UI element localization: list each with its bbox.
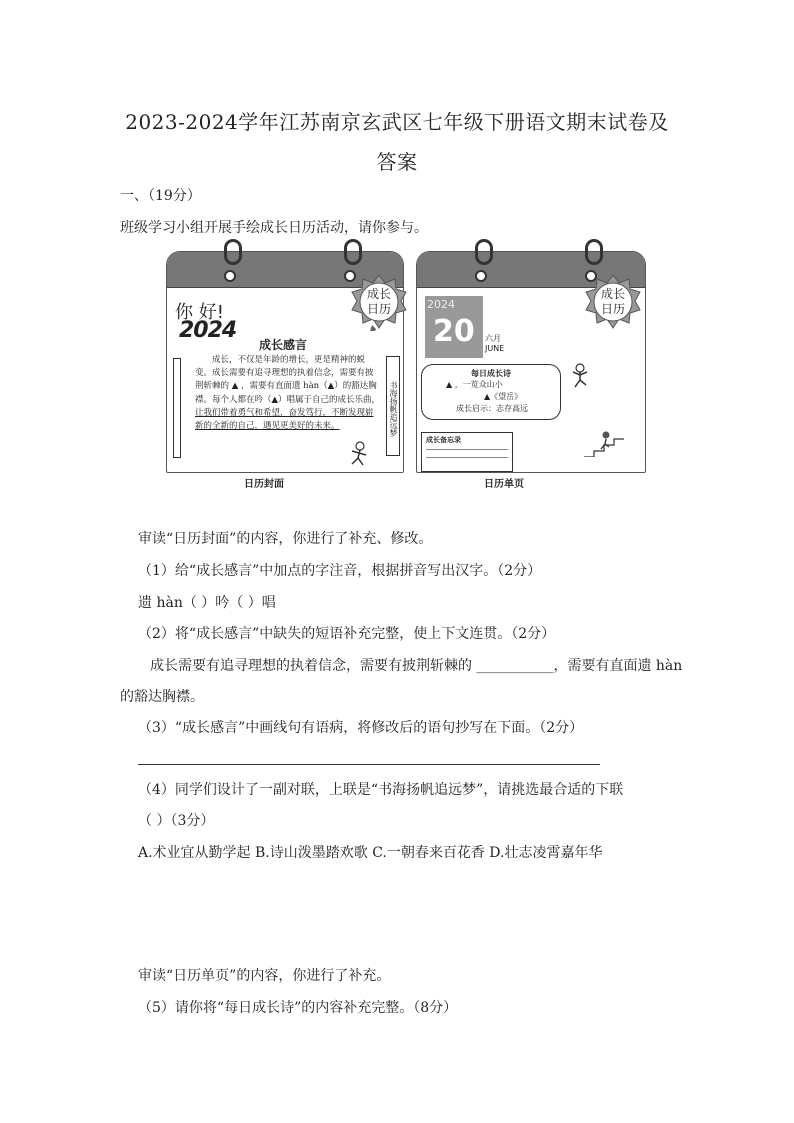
- page-badge: [584, 273, 642, 331]
- climbing-stairs-kid-icon: [584, 431, 624, 457]
- jumping-kid-icon: [568, 363, 592, 389]
- document-title-line1: 2023-2024学年江苏南京玄武区七年级下册语文期末试卷及: [125, 110, 669, 134]
- binding-ring: [475, 239, 493, 265]
- question-4-options: A.术业宜从勤学起 B.诗山泼墨踏欢歌 C.一朝春来百花香 D.壮志凌霄嘉年华: [138, 845, 603, 861]
- question-5: （5）请你将“每日成长诗”的内容补充完整。（8分）: [138, 1000, 458, 1016]
- question-2-text-line1: 成长需要有追寻理想的执着信念，需要有披荆斩棘的 ___________，需要有直面遗 hàn: [150, 658, 683, 674]
- page-caption: 日历单页: [484, 479, 524, 490]
- cover-badge-text: 成长 日历: [366, 287, 391, 316]
- binding-hole: [475, 270, 487, 282]
- question-1: （1）给“成长感言”中加点的字注音，根据拼音写出汉字。（2分）: [138, 563, 542, 579]
- binding-ring: [224, 239, 242, 265]
- question-4-blank: （ ）（3分）: [138, 813, 215, 829]
- page-month: [485, 334, 504, 354]
- question-3: （3）“成长感言”中画线句有语病，将修改后的语句抄写在下面。（2分）: [138, 720, 584, 736]
- memo-line: [426, 457, 508, 465]
- cover-body-text: 成长，不仅是年龄的增长，更是精神的蜕变。成长需要有追寻理想的执着信念，需要有披荆斩棘的 ▲ ，需要有直面遗 hàn（▲）的豁达胸襟。每个人都在吟（▲）唱属于自己的成长乐曲，: [195, 355, 381, 405]
- question-1-answer-line: 遗 hàn（ ）吟（ ）唱: [138, 595, 276, 611]
- document-title-line2: 答案: [376, 150, 418, 174]
- section-heading: 一、（19分）: [120, 188, 201, 204]
- section-intro: 班级学习小组开展手绘成长日历活动，请你参与。: [120, 220, 428, 236]
- page-review-intro: 审读“日历单页”的内容，你进行了补充。: [138, 968, 391, 984]
- cover-year: 2024: [179, 318, 237, 343]
- daily-poem-box: [421, 364, 561, 420]
- binding-ring: [344, 239, 362, 265]
- cover-review-intro: 审读“日历封面”的内容，你进行了补充、修改。: [138, 531, 433, 547]
- page-year: 2024: [427, 298, 455, 311]
- question-2: （2）将“成长感言”中缺失的短语补充完整，使上下文连贯。（2分）: [138, 626, 556, 642]
- memo-title: 成长备忘录: [426, 435, 461, 444]
- cover-left-bar: [173, 358, 181, 458]
- question-3-answer-line: [138, 764, 600, 765]
- binding-hole: [224, 270, 236, 282]
- poem-line1: ▲ ，一览众山小: [446, 380, 503, 389]
- cover-body: [195, 354, 381, 433]
- calendar-figure: [166, 243, 648, 488]
- binding-ring: [585, 239, 603, 265]
- poem-title: 每日成长诗: [471, 368, 511, 378]
- page-day: 20: [433, 314, 475, 349]
- memo-line: [426, 449, 508, 457]
- running-kid-icon: [346, 441, 370, 467]
- cover-body-underlined: 让我们带着勇气和希望，奋发笃行，不断发现崭新的全新的自己，遇见更美好的未来。: [195, 407, 374, 432]
- poem-line2: ▲《望岳》: [484, 392, 523, 401]
- cover-hello: 你 好!: [175, 302, 224, 323]
- question-2-text-line2: 的豁达胸襟。: [120, 689, 204, 705]
- page-month-cn: 六月: [485, 334, 501, 343]
- memo-box: [421, 432, 513, 472]
- poem-tip: 成长启示：志存高远: [456, 404, 528, 413]
- cover-heading: 成长感言: [259, 338, 308, 352]
- page-month-en: JUNE: [485, 344, 505, 353]
- cover-badge: [350, 273, 408, 331]
- cover-couplet-scroll: 书海扬帆追远梦: [386, 356, 400, 456]
- cover-caption: 日历封面: [244, 479, 284, 490]
- question-4: （4）同学们设计了一副对联，上联是“书海扬帆追远梦”，请挑选最合适的下联: [138, 782, 624, 798]
- page-badge-text: 成长 日历: [600, 287, 625, 316]
